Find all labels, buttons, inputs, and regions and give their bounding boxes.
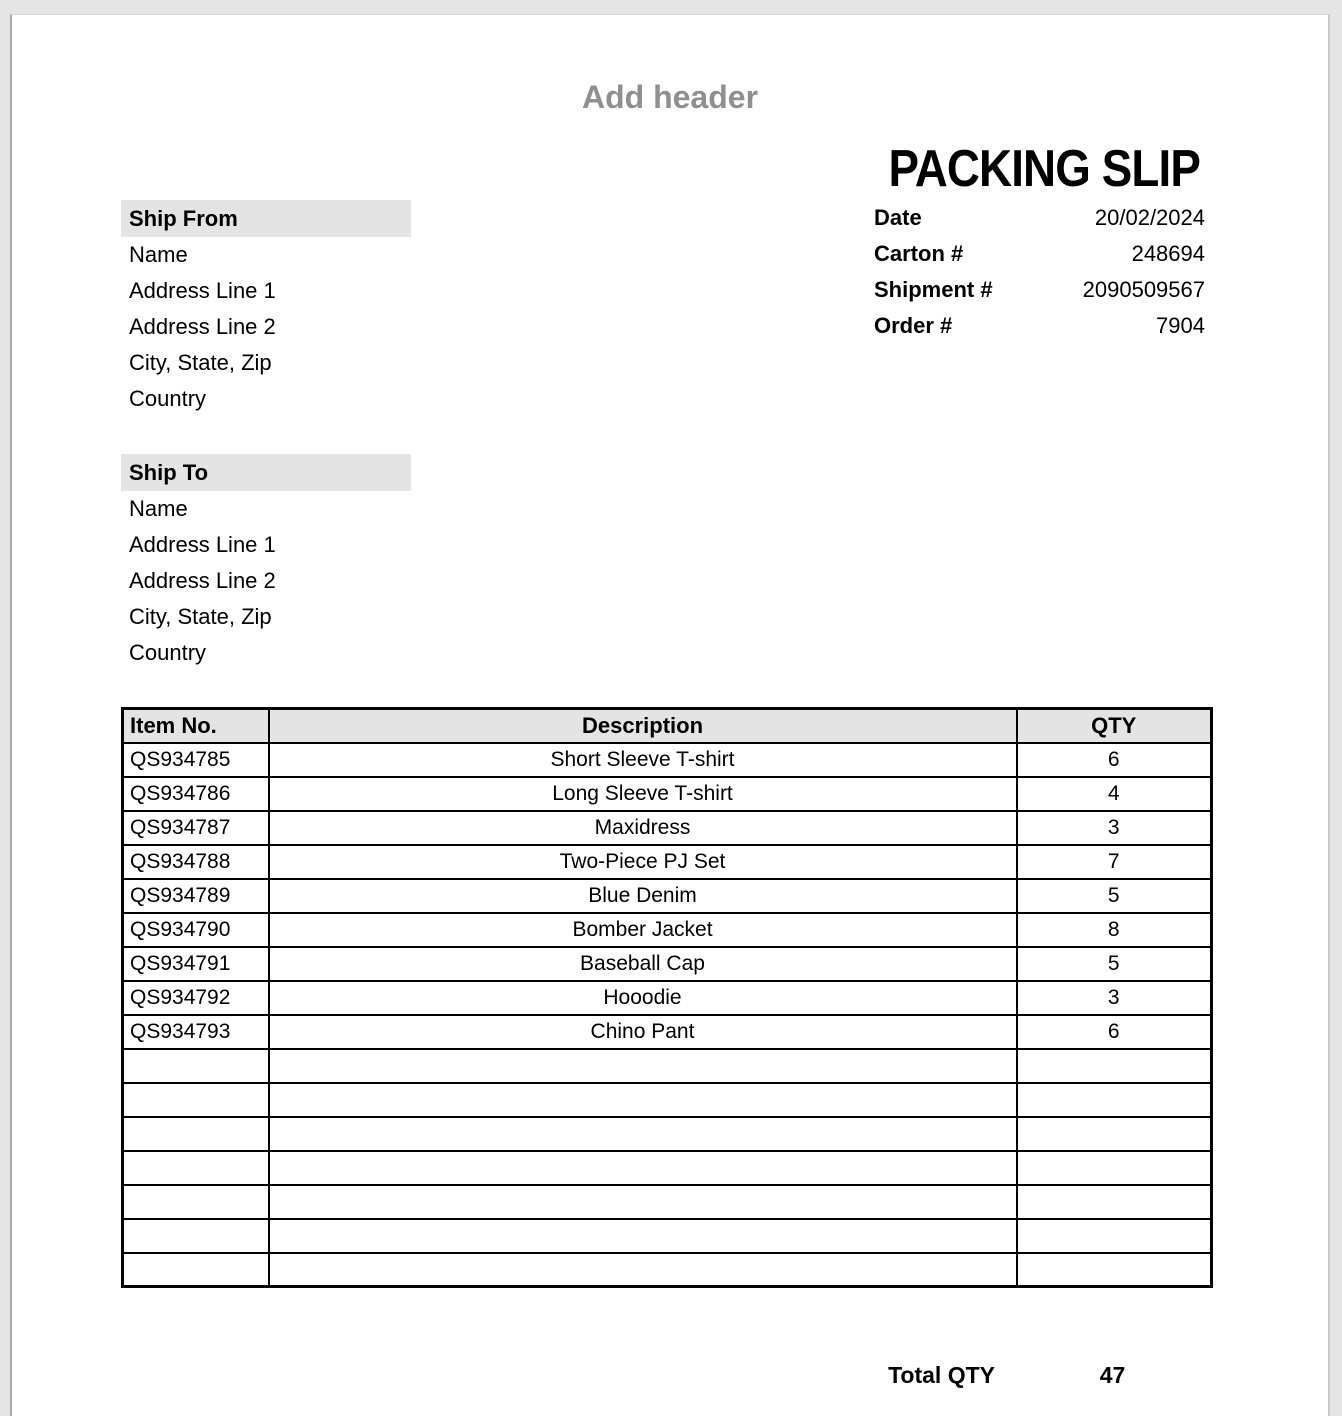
description-cell: [269, 1117, 1017, 1151]
qty-cell: [1017, 1151, 1212, 1185]
ship-to-name: Name: [129, 496, 188, 521]
ship-to-city: City, State, Zip: [129, 604, 272, 629]
ship-from-header: Ship From: [121, 200, 411, 237]
total-qty-value: 47: [1099, 1362, 1126, 1388]
item-no-cell: [123, 1083, 269, 1117]
add-header-placeholder[interactable]: Add header: [581, 79, 759, 115]
ship-to-address1: Address Line 1: [129, 532, 276, 557]
table-row: [123, 743, 1212, 777]
item-no-cell: QS934789: [123, 879, 269, 913]
item-no-cell: QS934791: [123, 947, 269, 981]
table-row: [123, 913, 1212, 947]
qty-cell: 4: [1017, 777, 1212, 811]
description-cell: [269, 1219, 1017, 1253]
ship-from-name: Name: [129, 242, 188, 267]
ship-from-city: City, State, Zip: [129, 350, 272, 375]
shipment-info-section: [874, 200, 1205, 344]
table-row: [123, 777, 1212, 811]
item-no-cell: QS934792: [123, 981, 269, 1015]
qty-cell: 8: [1017, 913, 1212, 947]
shipment-value: 2090509567: [1082, 277, 1205, 302]
table-row-empty: [123, 1117, 1212, 1151]
description-cell: Baseball Cap: [269, 947, 1017, 981]
carton-label: Carton #: [874, 241, 964, 266]
table-row: [123, 811, 1212, 845]
ship-from-address2: Address Line 2: [129, 314, 276, 339]
total-qty-label: Total QTY: [888, 1362, 995, 1388]
total-qty-row: [121, 1357, 1210, 1393]
table-row-empty: [123, 1049, 1212, 1083]
order-label: Order #: [874, 313, 953, 338]
ship-to-country: Country: [129, 640, 207, 665]
total-spacer: [121, 1357, 267, 1393]
table-row: [123, 845, 1212, 879]
table-row: [123, 879, 1212, 913]
document-page: [10, 14, 1330, 1416]
item-no-cell: QS934788: [123, 845, 269, 879]
description-cell: [269, 1185, 1017, 1219]
description-cell: Blue Denim: [269, 879, 1017, 913]
description-cell: [269, 1049, 1017, 1083]
qty-cell: [1017, 1219, 1212, 1253]
shipment-label: Shipment #: [874, 277, 993, 302]
description-cell: Short Sleeve T-shirt: [269, 743, 1017, 777]
table-row-empty: [123, 1253, 1212, 1287]
date-value: 20/02/2024: [1094, 205, 1205, 230]
item-no-cell: [123, 1219, 269, 1253]
qty-cell: [1017, 1083, 1212, 1117]
qty-cell: [1017, 1117, 1212, 1151]
item-no-cell: [123, 1253, 269, 1287]
description-cell: [269, 1151, 1017, 1185]
item-no-cell: [123, 1049, 269, 1083]
ship-to-header: Ship To: [121, 454, 411, 491]
ship-from-lines: [121, 237, 411, 417]
item-no-cell: QS934793: [123, 1015, 269, 1049]
qty-column-header: QTY: [1017, 709, 1212, 743]
description-cell: [269, 1083, 1017, 1117]
qty-cell: 3: [1017, 811, 1212, 845]
description-cell: Hooodie: [269, 981, 1017, 1015]
table-row-empty: [123, 1219, 1212, 1253]
qty-cell: [1017, 1253, 1212, 1287]
info-row-date: [874, 200, 1205, 236]
table-row: [123, 981, 1212, 1015]
info-row-order: [874, 308, 1205, 344]
table-row: [123, 1015, 1212, 1049]
ship-to-section: [121, 454, 411, 671]
ship-to-lines: [121, 491, 411, 671]
qty-cell: 6: [1017, 1015, 1212, 1049]
item-no-cell: QS934786: [123, 777, 269, 811]
qty-cell: [1017, 1049, 1212, 1083]
qty-cell: [1017, 1185, 1212, 1219]
table-row-empty: [123, 1151, 1212, 1185]
ship-from-section: [121, 200, 411, 417]
table-row: [123, 947, 1212, 981]
table-header-row: [123, 709, 1212, 743]
qty-cell: 7: [1017, 845, 1212, 879]
item-no-cell: QS934790: [123, 913, 269, 947]
description-cell: [269, 1253, 1017, 1287]
ship-to-address2: Address Line 2: [129, 568, 276, 593]
item-no-cell: [123, 1117, 269, 1151]
table-row-empty: [123, 1083, 1212, 1117]
item-no-cell: [123, 1185, 269, 1219]
ship-from-address1: Address Line 1: [129, 278, 276, 303]
description-cell: Chino Pant: [269, 1015, 1017, 1049]
description-column-header: Description: [269, 709, 1017, 743]
qty-cell: 3: [1017, 981, 1212, 1015]
items-table: [121, 707, 1213, 1288]
item-no-column-header: Item No.: [123, 709, 269, 743]
description-cell: Bomber Jacket: [269, 913, 1017, 947]
order-value: 7904: [1156, 313, 1205, 338]
item-no-cell: [123, 1151, 269, 1185]
item-no-cell: QS934785: [123, 743, 269, 777]
description-cell: Two-Piece PJ Set: [269, 845, 1017, 879]
table-row-empty: [123, 1185, 1212, 1219]
ship-from-country: Country: [129, 386, 207, 411]
info-row-carton: [874, 236, 1205, 272]
item-no-cell: QS934787: [123, 811, 269, 845]
description-cell: Maxidress: [269, 811, 1017, 845]
page-title: PACKING SLIP: [888, 140, 1200, 198]
qty-cell: 5: [1017, 947, 1212, 981]
description-cell: Long Sleeve T-shirt: [269, 777, 1017, 811]
carton-value: 248694: [1131, 241, 1205, 266]
qty-cell: 6: [1017, 743, 1212, 777]
qty-cell: 5: [1017, 879, 1212, 913]
date-label: Date: [874, 205, 922, 230]
info-row-shipment: [874, 272, 1205, 308]
